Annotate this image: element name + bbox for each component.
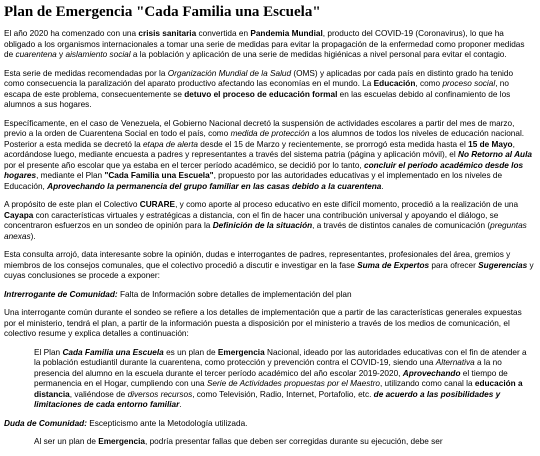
text-run: 15 de Mayo xyxy=(468,139,513,149)
text-run: Al ser un plan de xyxy=(34,437,99,446)
text-run: educación a distancia xyxy=(34,379,523,399)
paragraph-plan-quote xyxy=(34,348,528,411)
text-run: Una interrogante común durante el sondeo se refiere a los detalles de implementación que a partir de las características generales expuestas por el ministerio, tendrá el plan, a partir de la información puesta a disposición por el ministerio a través de los medios de comunicación, el colectivo resume y explica detalles a continuación: xyxy=(4,308,522,338)
text-run: , utilizando como canal la xyxy=(379,379,475,388)
paragraph-interrogante xyxy=(4,290,534,301)
text-run: a los alumnos de todos los niveles de educación nacional. Posterior a esta medida se decretó la xyxy=(4,129,525,149)
text-run: Pandemia Mundial xyxy=(250,29,323,38)
text-run: , como xyxy=(415,79,443,88)
text-run: a la no presencia del alumno en la escuela durante el tercer período académico del año escolar 2019-2020, xyxy=(34,358,502,378)
text-run: el tiempo de permanencia en el Hogar, cumpliendo con una xyxy=(34,368,508,388)
text-run: Aprovechando xyxy=(402,368,461,378)
text-run: con características virtuales y estratégicas a distancia, con el fin de hacer una contribución universal y apoyando el diálogo, se concentraron esfuerzos en un sondeo de opinión para la xyxy=(4,210,499,230)
text-run: . xyxy=(381,181,384,191)
text-run: , y como aporte al proceso educativo en este difícil momento, procedió a la realización de una xyxy=(175,200,519,209)
text-run: , no escapa de este problema, consecuentemente se xyxy=(4,79,509,99)
text-run: , valiéndose de xyxy=(69,389,128,399)
text-run: crisis sanitaria xyxy=(138,29,197,38)
text-run: Nacional, ideado por las autoridades educativas con el fin de atender a la población estudiantil durante la cuarentena, como protección y prevención contra el COVID-19, siendo una xyxy=(34,347,527,367)
text-run: desde el 15 de Marzo y recientemente, se prorrogó esta medida hasta el xyxy=(198,139,469,149)
text-run: y xyxy=(56,50,66,59)
text-run: Esta consulta arrojó, data interesante sobre la opinión, dudas e interrogantes de padres, representantes, profesionales del área, gremios y miembros de los consejos comunales, que el colectivo procedió a discutir e investigar en la fase xyxy=(4,250,511,270)
text-run: CURARE xyxy=(139,200,176,209)
text-run: Cayapa xyxy=(4,210,34,220)
text-run: , mediante el Plan xyxy=(36,171,105,180)
paragraph-venezuela xyxy=(4,119,534,193)
text-run: , acordándose luego, mediante encuesta a padres y representantes a través del sistema patria (página y aplicación móvil), el xyxy=(4,139,515,159)
text-run: Esta serie de medidas recomendadas por la xyxy=(4,68,168,78)
text-run: Definición de la situación xyxy=(212,221,313,230)
paragraph-oms xyxy=(4,69,534,111)
text-run: , podría presentar fallas que deben ser corregidas durante su ejecución, debe ser xyxy=(145,437,443,446)
document-title: Plan de Emergencia "Cada Familia una Escuela" xyxy=(4,4,321,20)
text-run: Emergencia xyxy=(98,437,145,446)
text-run: detuvo el proceso de educación formal xyxy=(184,89,338,99)
text-run: por el presente año escolar que ya estaba en el tercer período académico, se decidió por lo tanto, xyxy=(4,160,365,170)
text-run: , como Televisión, Radio, Internet, Portafolio, etc. xyxy=(192,389,374,399)
text-run: Emergencia xyxy=(217,347,265,357)
text-run: es un plan de xyxy=(163,347,218,357)
text-run: El año 2020 ha comenzado con una xyxy=(4,29,139,38)
paragraph-emergencia-quote xyxy=(34,437,528,448)
text-run: Organización Mundial de la Salud xyxy=(167,68,292,78)
text-run: , propuesto por las autoridades educativas y el implementado en los niveles de Educación, xyxy=(4,171,503,191)
text-run: Educación xyxy=(373,79,416,88)
text-run: , a través de distintos canales de comunicación ( xyxy=(312,221,491,230)
text-run: El Plan xyxy=(34,347,63,357)
text-run: ). xyxy=(30,231,36,241)
text-run: Suma de Expertos xyxy=(357,260,430,270)
text-run: para ofrecer xyxy=(429,260,479,270)
text-run: de acuerdo a las posibilidades y limitaciones de cada entorno familiar xyxy=(34,389,501,409)
text-run: Alternativa xyxy=(435,358,475,367)
text-run: (OMS) y aplicadas por cada país en distinto grado ha tenido como consecuencia la paralización del aparato productivo afectando las economías en el mundo. La xyxy=(4,68,514,88)
text-run: cuarentena xyxy=(15,50,57,59)
text-run: Falta de Información sobre detalles de implementación del plan xyxy=(117,289,352,299)
text-run: A propósito de este plan el Colectivo xyxy=(4,200,140,209)
text-run: Intrerrogante de Comunidad: xyxy=(4,289,118,299)
text-run: , producto del COVID-19 (Coronavirus), lo que ha obligado a los organismos internacionales a tomar una serie de medidas para evitar la propagación de la enfermedad como proponer medidas de xyxy=(4,29,525,59)
text-run: etapa de alerta xyxy=(142,139,198,149)
text-run: Específicamente, en el caso de Venezuela, el Gobierno Nacional decretó la suspensión de actividades escolares a partir del mes de marzo, previo a la orden de Cuarentena Social en todo el país, como xyxy=(4,118,515,138)
text-run: preguntas anexas xyxy=(4,221,527,241)
text-run: "Cada Familia una Escuela" xyxy=(104,171,214,180)
text-run: aislamiento social xyxy=(65,50,131,59)
text-run: en las escuelas debido al confinamiento de los alumnos a sus hogares. xyxy=(4,89,511,109)
text-run: proceso social xyxy=(442,79,496,88)
paragraph-intro xyxy=(4,29,534,61)
text-run: convertida en xyxy=(196,29,251,38)
text-run: Sugerencias xyxy=(478,260,528,270)
paragraph-consulta xyxy=(4,250,534,282)
document-page xyxy=(4,0,534,456)
text-run: Cada Familia una Escuela xyxy=(62,347,164,357)
text-run: concluir el período académico desde los hogares xyxy=(4,160,524,180)
text-run: medida de protección xyxy=(230,129,310,138)
text-run: . xyxy=(179,400,182,409)
paragraph-curare xyxy=(4,200,534,242)
text-run: No Retorno al Aula xyxy=(458,150,532,159)
text-run: Escepticismo ante la Metodología utilizada. xyxy=(86,418,248,428)
text-run: diversos recursos xyxy=(127,389,193,399)
text-run: Duda de Comunidad: xyxy=(4,418,87,428)
text-run: Aprovechando la permanencia del grupo familiar en las casas debido a la cuarentena xyxy=(47,181,382,191)
paragraph-duda xyxy=(4,419,534,430)
text-run: Serie de Actividades propuestas por el Maestro xyxy=(206,379,380,388)
text-run: a la población y aplicación de una serie de medidas higiénicas a nivel personal para evitar el contagio. xyxy=(130,50,507,59)
text-run: y cuyas conclusiones se procede a exponer: xyxy=(4,260,534,280)
paragraph-detalles xyxy=(4,308,534,340)
